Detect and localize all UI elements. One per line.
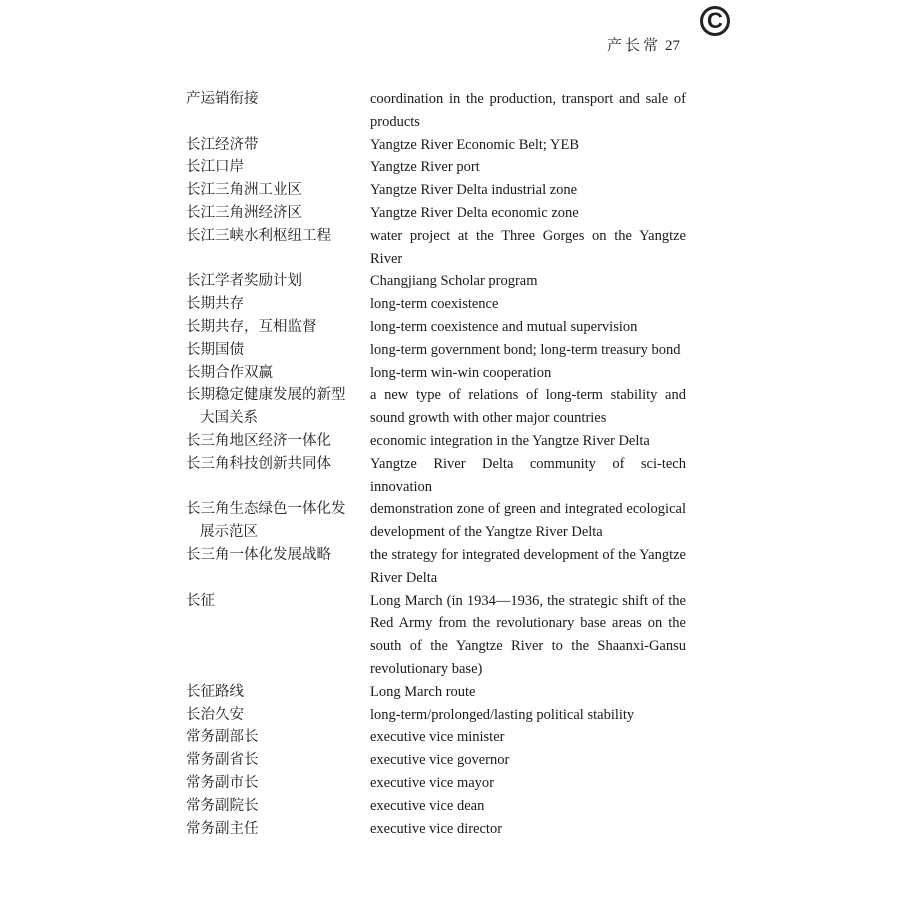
- chinese-term-text: 产运销衔接: [186, 91, 259, 107]
- chinese-term-text: 长江经济带: [186, 136, 259, 153]
- chinese-term: [186, 270, 370, 293]
- english-translation: executive vice dean: [370, 797, 485, 814]
- english-translation: executive vice mayor: [370, 774, 494, 791]
- chinese-term: [186, 88, 370, 134]
- chinese-term-text: 长期国债: [186, 341, 244, 358]
- english-translation: water project at the Three Gorges on the Yangtze River: [370, 227, 686, 267]
- english-translation: Yangtze River Economic Belt; YEB: [370, 136, 580, 153]
- glossary-entry: [186, 772, 686, 795]
- chinese-term-text: 常务副主任: [186, 820, 259, 837]
- section-letter-badge: C: [700, 6, 730, 36]
- glossary-entry: [186, 681, 686, 704]
- chinese-term-text: 长江三峡水利枢纽工程: [186, 227, 331, 244]
- chinese-term-text: 长期合作双赢: [186, 364, 273, 381]
- chinese-term-text: 长江三角洲工业区: [186, 182, 302, 199]
- english-translation: long-term government bond; long-term treasury bond: [370, 341, 681, 358]
- chinese-term-text: 长期共存，互相监督: [186, 318, 317, 335]
- chinese-term: [186, 818, 370, 841]
- glossary-entry: [186, 134, 686, 157]
- chinese-term: [186, 772, 370, 795]
- chinese-term-text: 长三角科技创新共同体: [186, 455, 331, 472]
- english-translation: long-term win-win cooperation: [370, 364, 552, 381]
- glossary-entry: [186, 88, 686, 134]
- chinese-term: [186, 681, 370, 704]
- chinese-term-text: 常务副部长: [186, 729, 259, 746]
- chinese-term: [186, 453, 370, 499]
- chinese-term-text: 常务副省长: [186, 752, 259, 769]
- english-translation: executive vice director: [370, 820, 503, 837]
- english-translation: Long March (in 1934—1936, the strategic shift of the Red Army from the revolutionary base areas on the south of the Yangtze River to the Shaanxi-Gansu revolutionary base): [370, 592, 686, 677]
- chinese-term: [186, 590, 370, 681]
- chinese-term: [186, 156, 370, 179]
- english-translation: Yangtze River port: [370, 159, 480, 176]
- chinese-term-continuation: 展示范区: [200, 524, 258, 541]
- chinese-term-text: 长征路线: [186, 683, 244, 700]
- english-translation: executive vice governor: [370, 752, 510, 769]
- english-translation: demonstration zone of green and integrated ecological development of the Yangtze River Delta: [370, 501, 686, 541]
- glossary-entry: [186, 225, 686, 271]
- glossary-entry: [186, 453, 686, 499]
- glossary-entry: [186, 384, 686, 430]
- glossary-entry: [186, 498, 686, 544]
- glossary-entry: [186, 544, 686, 590]
- chinese-term-text: 长江口岸: [186, 159, 244, 176]
- running-header: [607, 34, 680, 55]
- chinese-term-text: 长治久安: [186, 706, 244, 723]
- chinese-term: [186, 795, 370, 818]
- chinese-term-continuation: 大国关系: [200, 410, 258, 427]
- glossary-entry: [186, 339, 686, 362]
- english-translation: executive vice minister: [370, 729, 505, 746]
- chinese-term: [186, 225, 370, 271]
- chinese-term: [186, 316, 370, 339]
- chinese-term-text: 长三角一体化发展战略: [186, 546, 331, 563]
- chinese-term-text: 常务副市长: [186, 774, 259, 791]
- chinese-term-text: 长三角地区经济一体化: [186, 432, 331, 449]
- chinese-term-text: 长期共存: [186, 296, 244, 313]
- english-translation: the strategy for integrated development of the Yangtze River Delta: [370, 546, 686, 586]
- english-translation: a new type of relations of long-term stability and sound growth with other major countries: [370, 387, 686, 427]
- glossary-entries: [186, 88, 686, 840]
- english-translation: long-term coexistence: [370, 296, 499, 313]
- chinese-term-text: 长江学者奖励计划: [186, 273, 302, 290]
- glossary-entry: [186, 430, 686, 453]
- chinese-term: [186, 362, 370, 385]
- page-number: 27: [665, 38, 680, 54]
- chinese-term: [186, 384, 370, 430]
- chinese-term: [186, 339, 370, 362]
- english-translation: Yangtze River Delta industrial zone: [370, 182, 578, 199]
- english-translation: economic integration in the Yangtze River Delta: [370, 432, 650, 449]
- chinese-term: [186, 179, 370, 202]
- chinese-term-text: 长三角生态绿色一体化发: [186, 501, 346, 518]
- chinese-term: [186, 704, 370, 727]
- glossary-entry: [186, 293, 686, 316]
- glossary-entry: [186, 362, 686, 385]
- glossary-entry: [186, 270, 686, 293]
- glossary-entry: [186, 726, 686, 749]
- chinese-term: [186, 544, 370, 590]
- english-translation: coordination in the production, transport and sale of products: [370, 91, 686, 130]
- glossary-entry: [186, 202, 686, 225]
- english-translation: Yangtze River Delta community of sci-tech innovation: [370, 455, 686, 495]
- chinese-term: [186, 498, 370, 544]
- english-translation: Long March route: [370, 683, 476, 700]
- glossary-entry: [186, 818, 686, 841]
- english-translation: long-term/prolonged/lasting political stability: [370, 706, 635, 723]
- english-translation: long-term coexistence and mutual supervision: [370, 318, 638, 335]
- chinese-term-text: 长征: [186, 592, 215, 609]
- chinese-term-text: 长江三角洲经济区: [186, 204, 302, 221]
- chinese-term: [186, 749, 370, 772]
- glossary-entry: [186, 704, 686, 727]
- chinese-term: [186, 202, 370, 225]
- chinese-term: [186, 134, 370, 157]
- glossary-entry: [186, 749, 686, 772]
- chinese-term-text: 常务副院长: [186, 797, 259, 814]
- glossary-entry: [186, 179, 686, 202]
- section-title: 产长常: [606, 38, 661, 54]
- chinese-term: [186, 293, 370, 316]
- chinese-term: [186, 726, 370, 749]
- chinese-term: [186, 430, 370, 453]
- chinese-term-text: 长期稳定健康发展的新型: [186, 387, 346, 404]
- english-translation: Changjiang Scholar program: [370, 273, 538, 290]
- english-translation: Yangtze River Delta economic zone: [370, 204, 579, 221]
- glossary-entry: [186, 795, 686, 818]
- glossary-entry: [186, 156, 686, 179]
- glossary-entry: [186, 590, 686, 681]
- glossary-entry: [186, 316, 686, 339]
